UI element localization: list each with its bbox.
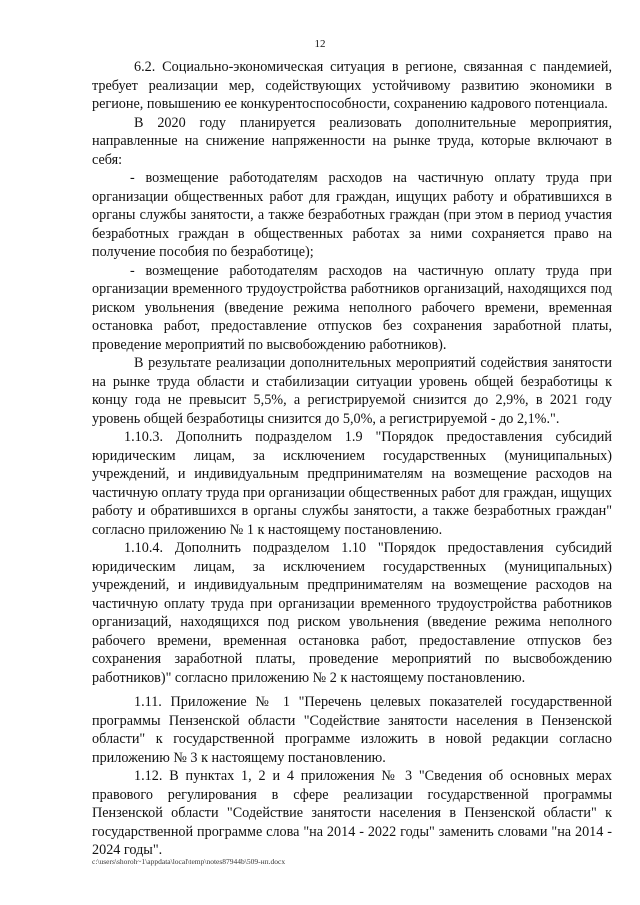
- paragraph-2020-plans: В 2020 году планируется реализовать дополнительные мероприятия, направленные на снижение напряженности на рынке труда, которые включают в себя:: [92, 114, 612, 168]
- paragraph-1-10-3: 1.10.3. Дополнить подразделом 1.9 "Порядок предоставления субсидий юридическим лицам, за исключением государственных (муниципальных) учреждений, и индивидуальным предпринимателям на возмещение расходов на частичную оплату труда при организации общественных работ для граждан, ищущих работу и обратившихся в органы службы занятости, а также безработных граждан" согласно приложению № 1 к настоящему постановлению.: [92, 429, 612, 538]
- paragraph-1-10-4: 1.10.4. Дополнить подразделом 1.10 "Порядок предоставления субсидий юридическим лицам, за исключением государственных (муниципальных) учреждений, и индивидуальным предпринимателям на возмещение расходов на частичную оплату труда при организации временного трудоустройства работников организаций, находящихся под риском увольнения (введение режима неполного рабочего времени, временная остановка работ, предоставление отпусков без сохранения заработной платы, проведение мероприятий по высвобождению работников)" согласно приложению № 2 к настоящему постановлению.: [92, 540, 612, 686]
- list-item-temporary-employment: - возмещение работодателям расходов на частичную оплату труда при организации временного трудоустройства работников организаций, находящихся под риском увольнения (введение режима неполного рабочего времени, временная остановка работ, предоставление отпусков без сохранения заработной платы, проведение мероприятий по высвобождению работников).: [92, 262, 612, 353]
- paragraph-results: В результате реализации дополнительных мероприятий содействия занятости на рынке труда области и стабилизации ситуации уровень общей безработицы к концу года не превысит 5,5%, а регистрируемой снизится до 2,9%, в 2021 году уровень общей безработицы снизится до 5,0%, а регистрируемой - до 2,1%.".: [92, 355, 612, 427]
- list-item-public-works: - возмещение работодателям расходов на частичную оплату труда при организации общественных работ для граждан, ищущих работу и обратившихся в органы службы занятости, а также безработных граждан (при этом в период участия безработных граждан в общественных работах за ними сохраняется право на получение пособия по безработице);: [92, 170, 612, 260]
- document-body: [92, 58, 612, 860]
- footer-file-path: c:\users\shoroh~1\appdata\local\temp\notes87944b\509-нп.docx: [92, 857, 286, 866]
- paragraph-1-12: 1.12. В пунктах 1, 2 и 4 приложения № 3 "Сведения об основных мерах правового регулирования в сфере реализации государственной программы Пензенской области "Содействие занятости населения в Пензенской области" к государственной программе слова "на 2014 - 2022 годы" заменить словами "на 2014 - 2024 годы".: [92, 768, 612, 858]
- paragraph-6-2: 6.2. Социально-экономическая ситуация в регионе, связанная с пандемией, требует реализации мер, содействующих устойчивому развитию экономики в регионе, повышению ее конкурентоспособности, сохранению кадрового потенциала.: [92, 59, 612, 112]
- page-number: 12: [314, 38, 326, 50]
- paragraph-1-11: 1.11. Приложение № 1 "Перечень целевых показателей государственной программы Пензенской области "Содействие занятости населения в Пензенской области" к государственной программе изложить в новой редакции согласно приложению № 3 к настоящему постановлению.: [92, 694, 612, 766]
